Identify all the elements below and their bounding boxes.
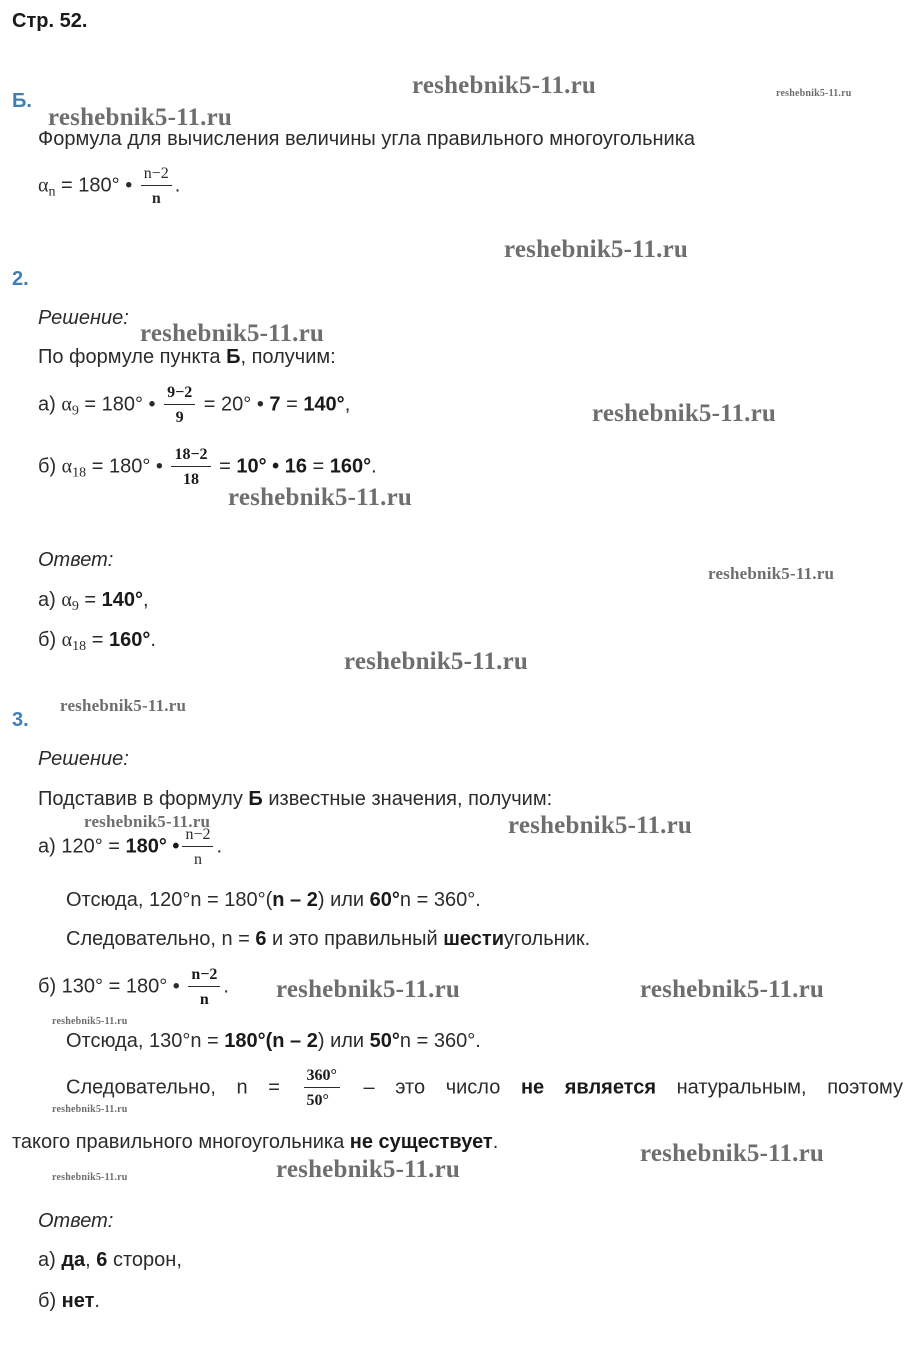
watermark: reshebnik5-11.ru bbox=[52, 1172, 128, 1183]
section-2-item-b: б) $\alpha_{18} = 180^\circ$ • $\frac{18-2}{18}$ = 10° • 16 = 160°. bbox=[38, 446, 377, 488]
section-3-item-a: а) 120° = 180° • $\frac{n-2}{n}$ . bbox=[38, 826, 223, 868]
watermark: reshebnik5-11.ru bbox=[276, 1156, 461, 1183]
watermark: reshebnik5-11.ru bbox=[640, 976, 825, 1003]
section-2-solution-label: Решение: bbox=[38, 307, 129, 329]
section-3-solution-label: Решение: bbox=[38, 748, 129, 770]
watermark: reshebnik5-11.ru bbox=[52, 1016, 128, 1027]
section-3-b-since: Отсюда, 130°n = 180°(n – 2) или 50°n = 360°. bbox=[66, 1030, 481, 1052]
section-b-text: Формула для вычисления величины угла правильного многоугольника bbox=[38, 128, 696, 150]
watermark: reshebnik5-11.ru bbox=[708, 564, 835, 583]
watermark: reshebnik5-11.ru bbox=[276, 976, 461, 1003]
section-3-a-since: Отсюда, 120°n = 180°(n – 2) или 60°n = 360°. bbox=[66, 889, 481, 911]
fraction: $\frac{n-2}{n}$ bbox=[188, 965, 220, 1009]
fraction: $\frac{360^\circ}{50^\circ}$ bbox=[304, 1066, 340, 1110]
watermark: reshebnik5-11.ru bbox=[592, 400, 777, 427]
section-2-answer-a: а) $\alpha_9 = 140^\circ$, bbox=[38, 589, 149, 614]
watermark: reshebnik5-11.ru bbox=[344, 648, 529, 675]
watermark: reshebnik5-11.ru bbox=[228, 484, 413, 511]
section-3-answer-b: б) нет. bbox=[38, 1290, 100, 1312]
fraction: $\frac{9-2}{9}$ bbox=[164, 383, 195, 427]
fraction: $\frac{18-2}{18}$ bbox=[171, 445, 210, 489]
section-3-answer-a: а) да, 6 сторон, bbox=[38, 1249, 182, 1271]
section-2-item-a: а) $\alpha_9 = 180^\circ$ • $\frac{9-2}{9}$ = 20° • 7 = 140°, bbox=[38, 384, 351, 426]
section-2-label: 2. bbox=[12, 268, 29, 290]
watermark: reshebnik5-11.ru bbox=[52, 1104, 128, 1115]
section-3-answer-label: Ответ: bbox=[38, 1210, 114, 1232]
section-3-b-continuation: такого правильного многоугольника не существует. bbox=[12, 1131, 499, 1153]
section-3-a-therefore: Следовательно, n = 6 и это правильный шестиугольник. bbox=[66, 928, 591, 950]
section-2-answer-b: б) $\alpha_{18} = 160^\circ$. bbox=[38, 629, 156, 654]
watermark: reshebnik5-11.ru bbox=[84, 812, 211, 831]
alpha-symbol: α bbox=[38, 174, 49, 197]
watermark: reshebnik5-11.ru bbox=[140, 320, 325, 347]
watermark: reshebnik5-11.ru bbox=[412, 72, 597, 99]
section-b-formula: $\alpha_n = 180^\circ$ • $\frac{n-2}{n}$ . bbox=[38, 165, 181, 207]
fraction: $\frac{n-2}{n}$ bbox=[182, 825, 213, 869]
watermark: reshebnik5-11.ru bbox=[60, 696, 187, 715]
fraction: $\frac{n-2}{n}$ bbox=[141, 164, 172, 208]
page-title: Стр. 52. bbox=[12, 10, 88, 32]
section-3-intro: Подставив в формулу Б известные значения, получим: bbox=[38, 788, 553, 810]
section-2-answer-label: Ответ: bbox=[38, 549, 114, 571]
watermark: reshebnik5-11.ru bbox=[640, 1140, 825, 1167]
section-b-label: Б. bbox=[12, 90, 32, 112]
watermark: reshebnik5-11.ru bbox=[504, 236, 689, 263]
watermark: reshebnik5-11.ru bbox=[48, 104, 233, 131]
watermark: reshebnik5-11.ru bbox=[776, 88, 852, 99]
section-3-label: 3. bbox=[12, 709, 29, 731]
section-2-intro: По формуле пункта Б, получим: bbox=[38, 346, 336, 368]
watermark: reshebnik5-11.ru bbox=[508, 812, 693, 839]
section-3-item-b: б) 130° = 180° • $\frac{n-2}{n}$ . bbox=[38, 966, 229, 1008]
section-3-b-therefore: Следовательно, n = $\frac{360^\circ}{50^\circ}$ – это число не является натуральным, поэтому bbox=[66, 1067, 903, 1109]
